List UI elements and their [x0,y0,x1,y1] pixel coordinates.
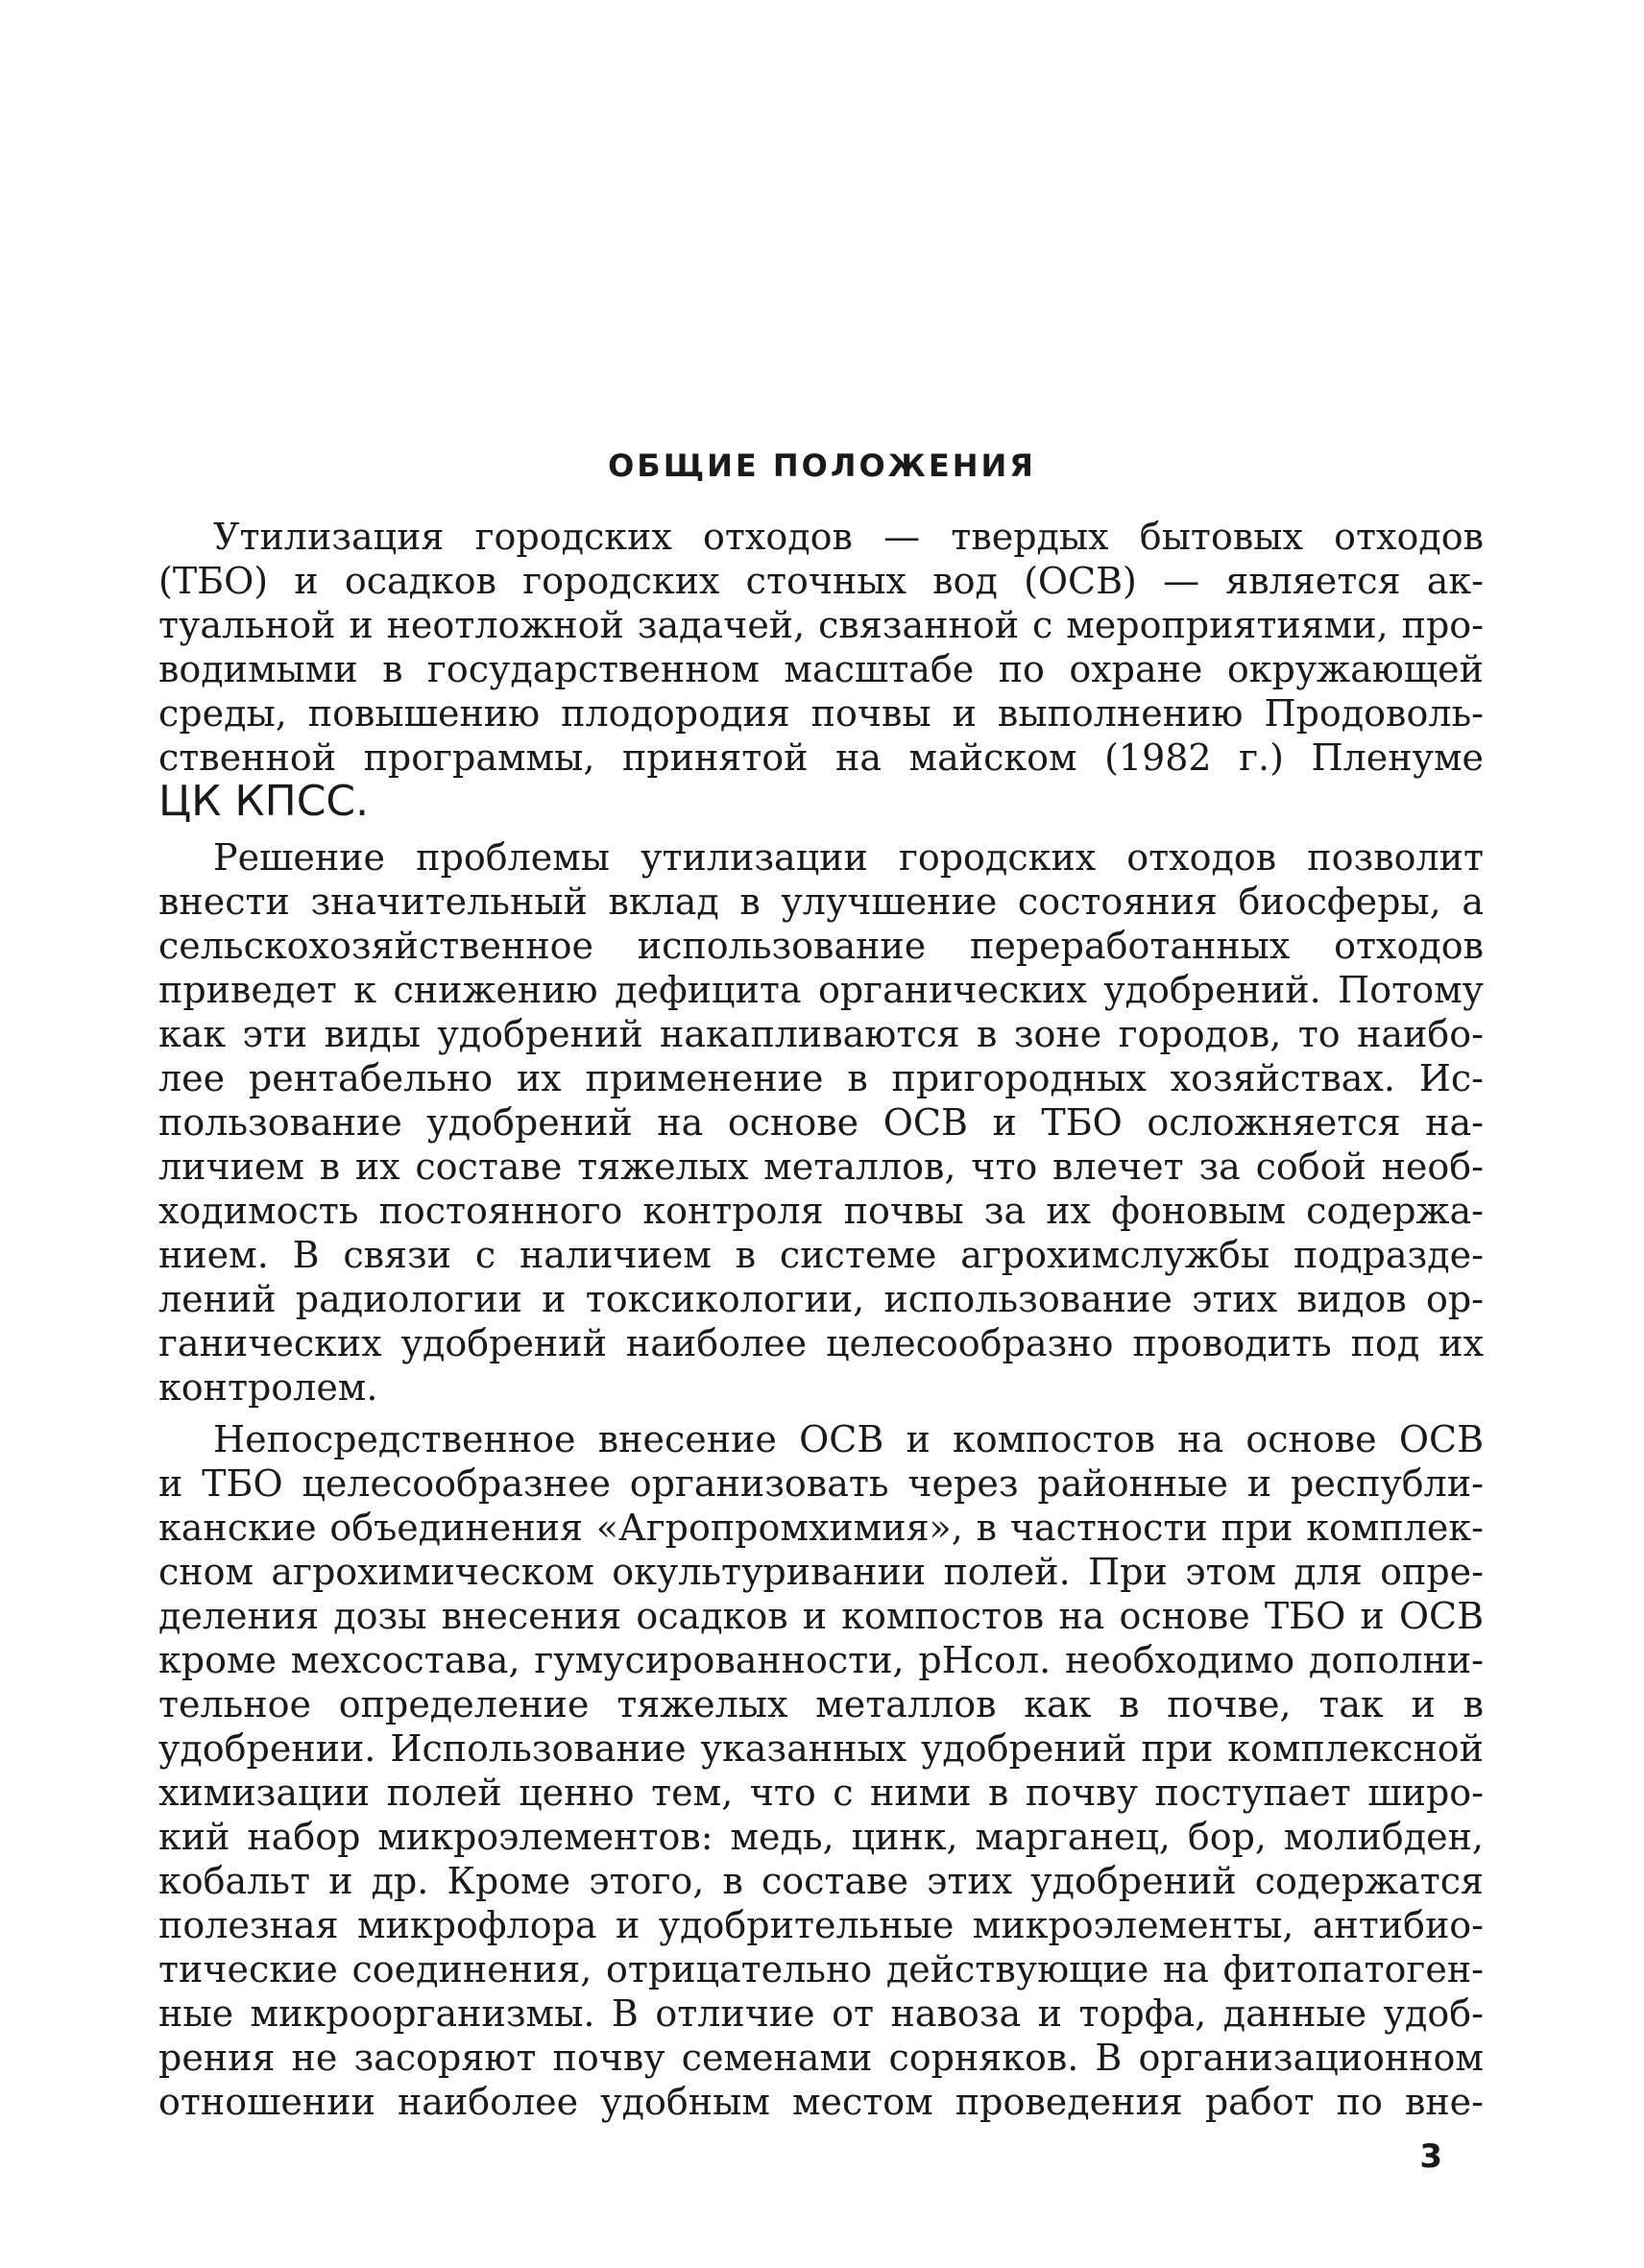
text-line: сельскохозяйственное использование переработанных отходов [158,925,1484,967]
section-heading: ОБЩИЕ ПОЛОЖЕНИЯ [608,447,1036,484]
text-line: отношении наиболее удобным местом проведения работ по вне- [158,2081,1484,2123]
text-line: Непосредственное внесение ОСВ и компостов на основе ОСВ [213,1418,1484,1460]
text-line: лее рентабельно их применение в пригородных хозяйствах. Ис- [158,1057,1484,1099]
text-line: нием. В связи с наличием в системе агрохимслужбы подразде- [158,1234,1484,1276]
text-line: личием в их составе тяжелых металлов, что влечет за собой необ- [158,1146,1484,1188]
text-line: водимыми в государственном масштабе по охране окружающей [158,648,1484,690]
text-line: (ТБО) и осадков городских сточных вод (ОСВ) — является ак- [158,560,1484,602]
text-line: лений радиологии и токсикологии, использование этих видов ор- [158,1278,1484,1320]
text-line: и ТБО целесообразнее организовать через районные и республи- [158,1462,1484,1505]
text-line: удобрении. Использование указанных удобрений при комплексной [158,1727,1484,1770]
text-line: туальной и неотложной задачей, связанной с мероприятиями, про- [158,604,1484,646]
text-line: кобальт и др. Кроме этого, в составе этих удобрений содержатся [158,1860,1484,1902]
text-line: кий набор микроэлементов: медь, цинк, марганец, бор, молибден, [158,1816,1484,1858]
text-line: ЦК КПСС. [158,777,370,826]
text-line: рения не засоряют почву семенами сорняков. В организационном [158,2037,1484,2079]
text-line: ные микроорганизмы. В отличие от навоза и торфа, данные удоб- [158,1992,1484,2035]
text-line: полезная микрофлора и удобрительные микроэлементы, антибио- [158,1904,1484,1946]
page-number: 3 [1419,2137,1442,2176]
text-line: ственной программы, принятой на майском (1982 г.) Пленуме [158,736,1484,779]
text-line: Решение проблемы утилизации городских отходов позволит [213,836,1484,879]
text-line: контролем. [158,1366,378,1409]
text-line: Утилизация городских отходов — твердых бытовых отходов [213,516,1484,558]
text-line: сном агрохимическом окультуривании полей. При этом для опре- [158,1551,1484,1593]
text-line: приведет к снижению дефицита органических удобрений. Потому [158,969,1484,1011]
text-line: канские объединения «Агропромхимия», в частности при комплек- [158,1507,1484,1549]
text-line: пользование удобрений на основе ОСВ и ТБО осложняется на- [158,1101,1484,1144]
text-line: как эти виды удобрений накапливаются в зоне городов, то наибо- [158,1013,1484,1055]
text-line: кроме мехсостава, гумусированности, рНсол. необходимо дополни- [158,1639,1484,1681]
text-line: тические соединения, отрицательно действующие на фитопатоген- [158,1948,1484,1991]
text-line: среды, повышению плодородия почвы и выполнению Продоволь- [158,692,1484,735]
text-line: ходимость постоянного контроля почвы за их фоновым содержа- [158,1190,1484,1232]
text-line: ганических удобрений наиболее целесообразно проводить под их [158,1322,1484,1364]
text-line: деления дозы внесения осадков и компостов на основе ТБО и ОСВ [158,1595,1484,1637]
text-line: химизации полей ценно тем, что с ними в почву поступает широ- [158,1772,1484,1814]
text-line: тельное определение тяжелых металлов как в почве, так и в [158,1683,1484,1725]
text-line: внести значительный вклад в улучшение состояния биосферы, а [158,881,1484,923]
